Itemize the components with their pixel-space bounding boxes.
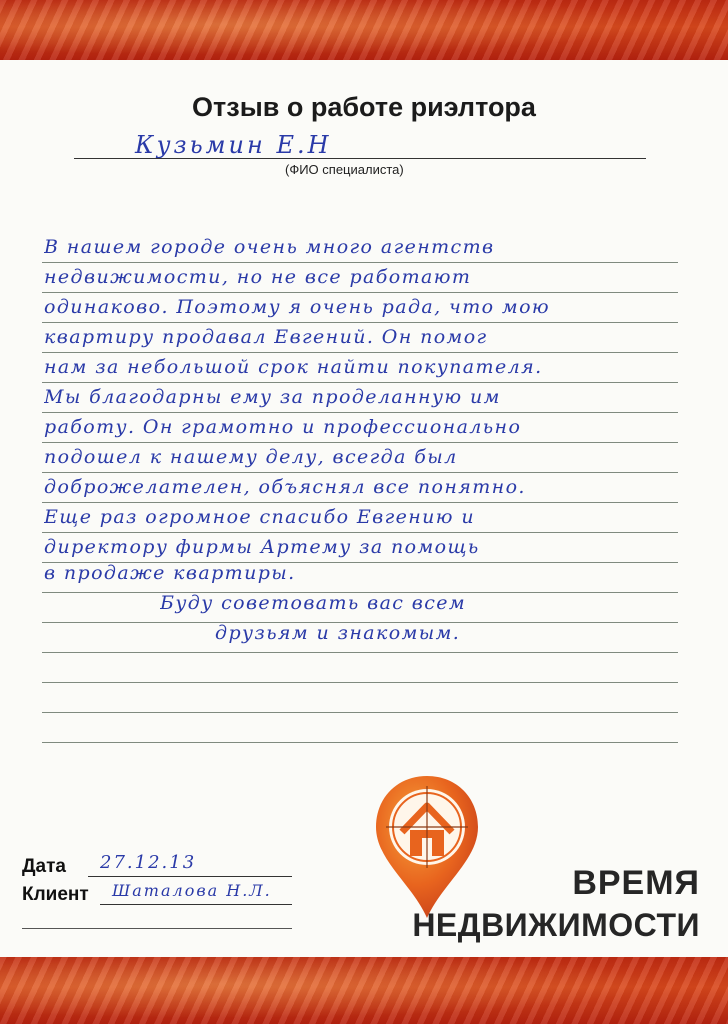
review-line: в продаже квартиры. [44,562,296,584]
review-line: Еще раз огромное спасибо Евгению и [44,506,475,528]
ruled-line [42,532,678,533]
ruled-line [42,352,678,353]
date-line [88,876,292,877]
brand-line-2: НЕДВИЖИМОСТИ [412,907,700,943]
client-label: Клиент [22,884,89,905]
review-line: друзьям и знакомым. [215,622,461,644]
specialist-caption: (ФИО специалиста) [285,162,404,177]
specialist-name-line [74,158,646,159]
top-decorative-band [0,0,728,60]
ruled-line [42,292,678,293]
signature-line [22,928,292,929]
date-value: 27.12.13 [100,852,197,873]
ruled-line [42,442,678,443]
specialist-name: Кузьмин Е.Н [135,131,332,159]
bottom-decorative-band [0,957,728,1024]
ruled-line [42,322,678,323]
ruled-line [42,502,678,503]
review-line: работу. Он грамотно и профессионально [44,416,522,438]
ruled-line [42,262,678,263]
review-line: доброжелателен, объяснял все понятно. [44,476,526,498]
review-line: Буду советовать вас всем [160,592,467,614]
client-line [100,904,292,905]
ruled-line [42,712,678,713]
review-line: подошел к нашему делу, всегда был [44,446,458,468]
review-line: квартиру продавал Евгений. Он помог [44,326,488,348]
review-line: нам за небольшой срок найти покупателя. [44,356,543,378]
ruled-line [42,472,678,473]
review-line: директору фирмы Артему за помощь [44,536,480,558]
review-line: В нашем городе очень много агентств [44,236,495,258]
page-title: Отзыв о работе риэлтора [192,92,536,122]
brand-line-1: ВРЕМЯ [572,864,700,902]
ruled-line [42,382,678,383]
client-value: Шаталова Н.Л. [112,881,272,900]
review-line: Мы благодарны ему за проделанную им [44,386,501,408]
review-line: недвижимости, но не все работают [44,266,472,288]
ruled-line [42,682,678,683]
ruled-line [42,742,678,743]
ruled-line [42,652,678,653]
ruled-line [42,412,678,413]
date-label: Дата [22,856,66,877]
house-pin-logo-icon [372,772,482,922]
review-line: одинаково. Поэтому я очень рада, что мою [44,296,551,318]
